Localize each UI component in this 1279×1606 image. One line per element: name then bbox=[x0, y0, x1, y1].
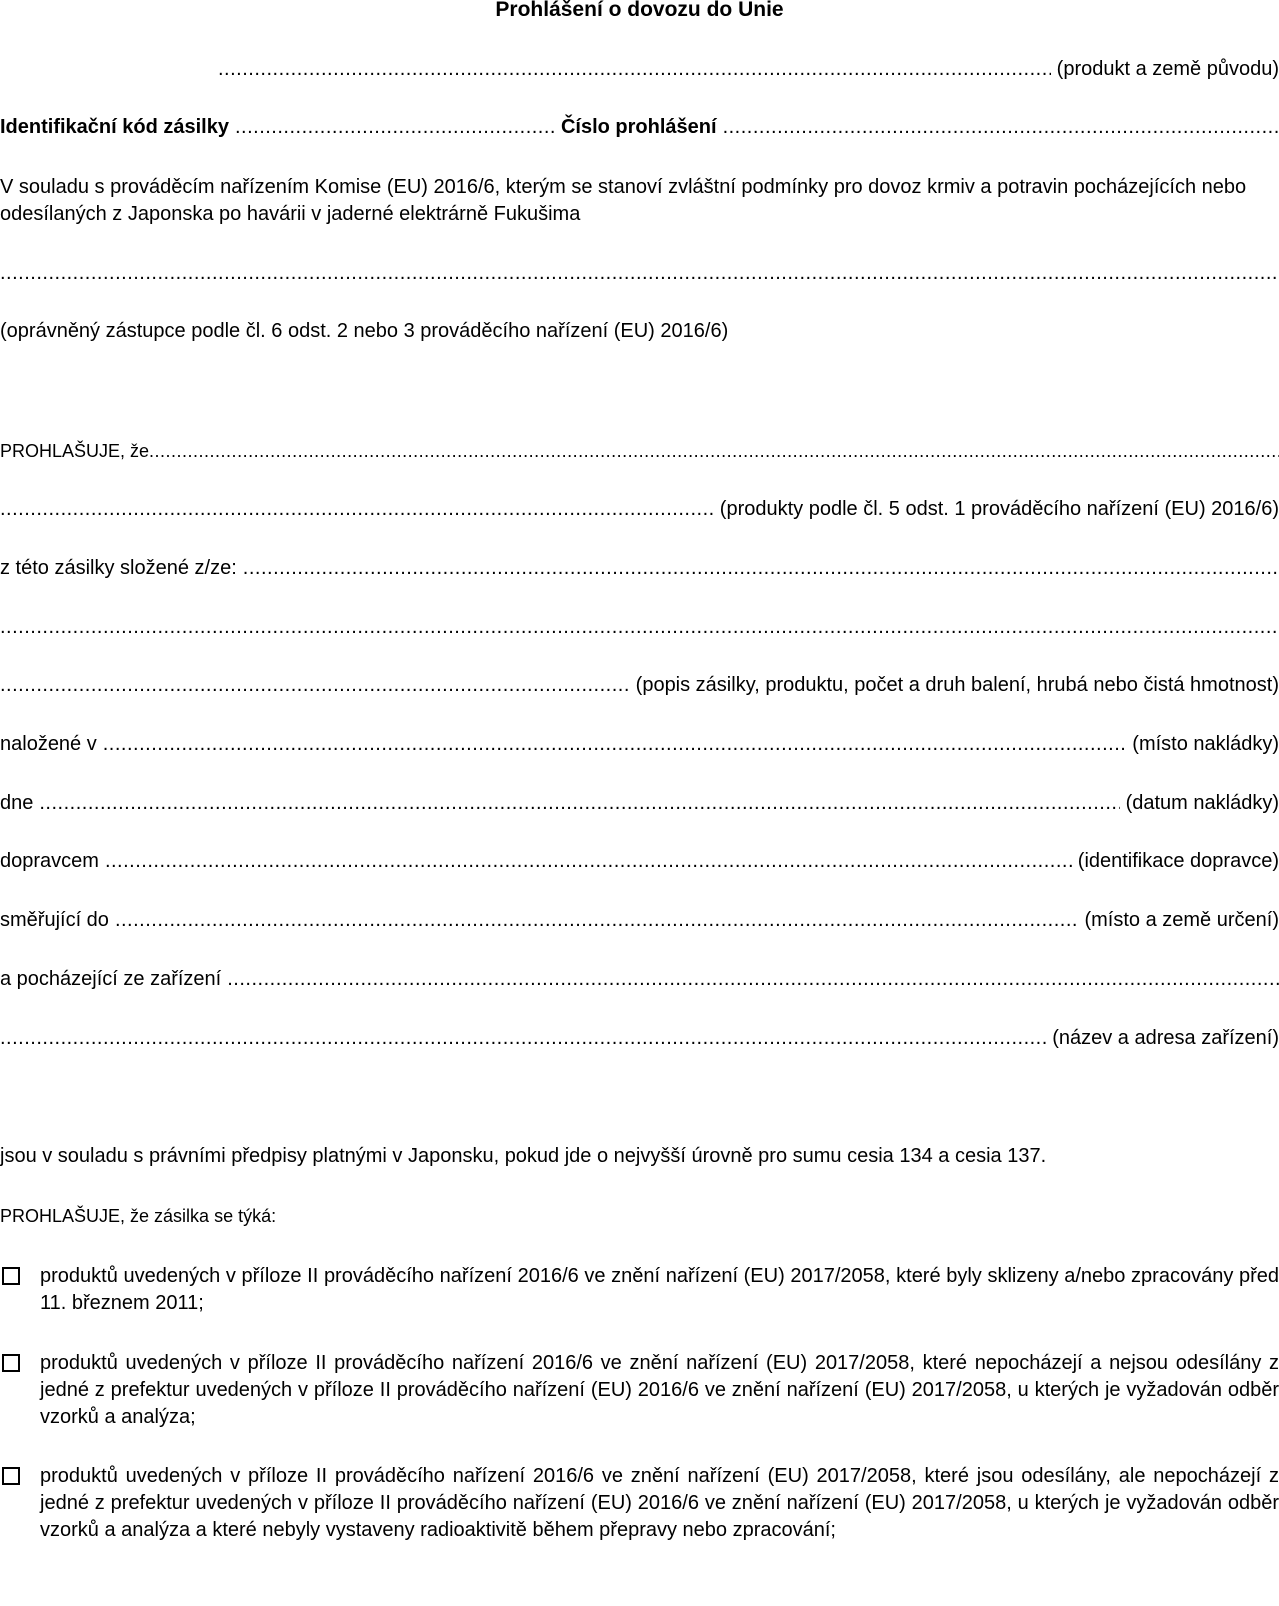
option-checkbox[interactable] bbox=[2, 1267, 20, 1285]
product-origin-field[interactable] bbox=[218, 56, 1051, 82]
consignment-extra-line bbox=[0, 614, 1279, 640]
declares-label: PROHLAŠUJE, že bbox=[0, 441, 150, 461]
establishment-label: (název a adresa zařízení) bbox=[1052, 1027, 1279, 1049]
carrier-line bbox=[0, 848, 1279, 874]
option-checkbox[interactable] bbox=[2, 1467, 20, 1485]
representative-label-line bbox=[0, 318, 1279, 344]
intro-paragraph: V souladu s prováděcím nařízením Komise (EU) 2016/6, kterým se stanoví zvláštní podmínky pro dovoz krmiv a potravin pocházejících nebo odesílaných z Japonska po havárii v jaderné elektrárně Fukušima bbox=[0, 176, 1247, 225]
declaration-number-field[interactable] bbox=[723, 114, 1279, 140]
product-origin-label: (produkt a země původu) bbox=[1056, 58, 1279, 80]
compliance-line bbox=[0, 1143, 1279, 1169]
option-item bbox=[0, 1350, 1279, 1431]
option-checkbox[interactable] bbox=[2, 1354, 20, 1372]
compliance-text: jsou v souladu s právními předpisy platnými v Japonsku, pokud jde o nejvyšší úrovně pro sumu cesia 134 a cesia 137. bbox=[0, 1145, 1047, 1167]
destined-label: směřující do bbox=[0, 909, 109, 931]
representative-label: (oprávněný zástupce podle čl. 6 odst. 2 nebo 3 prováděcího nařízení (EU) 2016/6) bbox=[0, 320, 729, 342]
loading-date-label: (datum nakládky) bbox=[1125, 792, 1279, 814]
loaded-in-label: naložené v bbox=[0, 733, 97, 755]
loading-place-field[interactable] bbox=[103, 731, 1127, 757]
declares-consignment-line bbox=[0, 1203, 1279, 1229]
option-text: produktů uvedených v příloze II prováděcího nařízení 2016/6 ve znění nařízení (EU) 2017/2058, které byly sklizeny a/nebo zpracovány před 11. březnem 2011; bbox=[40, 1265, 1279, 1314]
carrier-field[interactable] bbox=[105, 848, 1072, 874]
representative-field[interactable] bbox=[0, 260, 1279, 286]
product-origin-line bbox=[218, 56, 1279, 82]
consignment-id-field[interactable] bbox=[235, 114, 555, 140]
originating-line bbox=[0, 966, 1279, 992]
destination-field[interactable] bbox=[115, 907, 1079, 933]
declares-line bbox=[0, 438, 1279, 464]
products-label: (produkty podle čl. 5 odst. 1 prováděcího nařízení (EU) 2016/6) bbox=[719, 498, 1279, 520]
consignment-desc-line bbox=[0, 672, 1279, 698]
loading-place-label: (místo nakládky) bbox=[1132, 733, 1279, 755]
consignment-id-label: Identifikační kód zásilky bbox=[0, 116, 229, 138]
option-item bbox=[0, 1463, 1279, 1544]
products-line bbox=[0, 496, 1279, 522]
consignment-composed-label: z této zásilky složené z/ze: bbox=[0, 557, 237, 579]
option-item bbox=[0, 1263, 1279, 1317]
option-text: produktů uvedených v příloze II prováděcího nařízení 2016/6 ve znění nařízení (EU) 2017/2058, které jsou odesílány, ale nepocházejí z jedné z prefektur uvedených v příloze II prováděcího nařízení (EU) 2016/6 ve znění nařízení (EU) 2017/2058, u kterých je vyžadován odběr vzorků a analýza a které nebyly vystaveny radioaktivitě během přepravy nebo zpracování; bbox=[40, 1465, 1279, 1541]
option-text: produktů uvedených v příloze II prováděcího nařízení 2016/6 ve znění nařízení (EU) 2017/2058, které nepocházejí a nejsou odesílány z jedné z prefektur uvedených v příloze II prováděcího nařízení (EU) 2016/6 ve znění nařízení (EU) 2017/2058, u kterých je vyžadován odběr vzorků a analýza; bbox=[40, 1352, 1279, 1428]
consignment-extra-field[interactable] bbox=[0, 614, 1279, 640]
representative-line bbox=[0, 260, 1279, 286]
destination-line bbox=[0, 907, 1279, 933]
establishment-field[interactable] bbox=[0, 1025, 1046, 1051]
consignment-desc-field[interactable] bbox=[0, 672, 630, 698]
declaration-number-label: Číslo prohlášení bbox=[560, 116, 717, 138]
date-line bbox=[0, 790, 1279, 816]
establishment-line bbox=[0, 1025, 1279, 1051]
destination-label: (místo a země určení) bbox=[1084, 909, 1279, 931]
originating-label: a pocházející ze zařízení bbox=[0, 968, 222, 990]
page-title: Prohlášení o dovozu do Unie bbox=[495, 0, 784, 21]
declares-consignment-label: PROHLAŠUJE, že zásilka se týká: bbox=[0, 1206, 277, 1226]
carrier-id-label: (identifikace dopravce) bbox=[1077, 850, 1279, 872]
originating-field[interactable] bbox=[227, 966, 1279, 992]
declares-field[interactable] bbox=[149, 438, 1279, 464]
products-field[interactable] bbox=[0, 496, 714, 522]
loading-date-field[interactable] bbox=[39, 790, 1119, 816]
date-label: dne bbox=[0, 792, 34, 814]
identification-line bbox=[0, 114, 1279, 140]
consignment-composed-field[interactable] bbox=[243, 555, 1279, 581]
consignment-desc-label: (popis zásilky, produktu, počet a druh balení, hrubá nebo čistá hmotnost) bbox=[635, 674, 1279, 696]
carrier-label: dopravcem bbox=[0, 850, 99, 872]
consignment-composed-line bbox=[0, 555, 1279, 581]
loaded-in-line bbox=[0, 731, 1279, 757]
